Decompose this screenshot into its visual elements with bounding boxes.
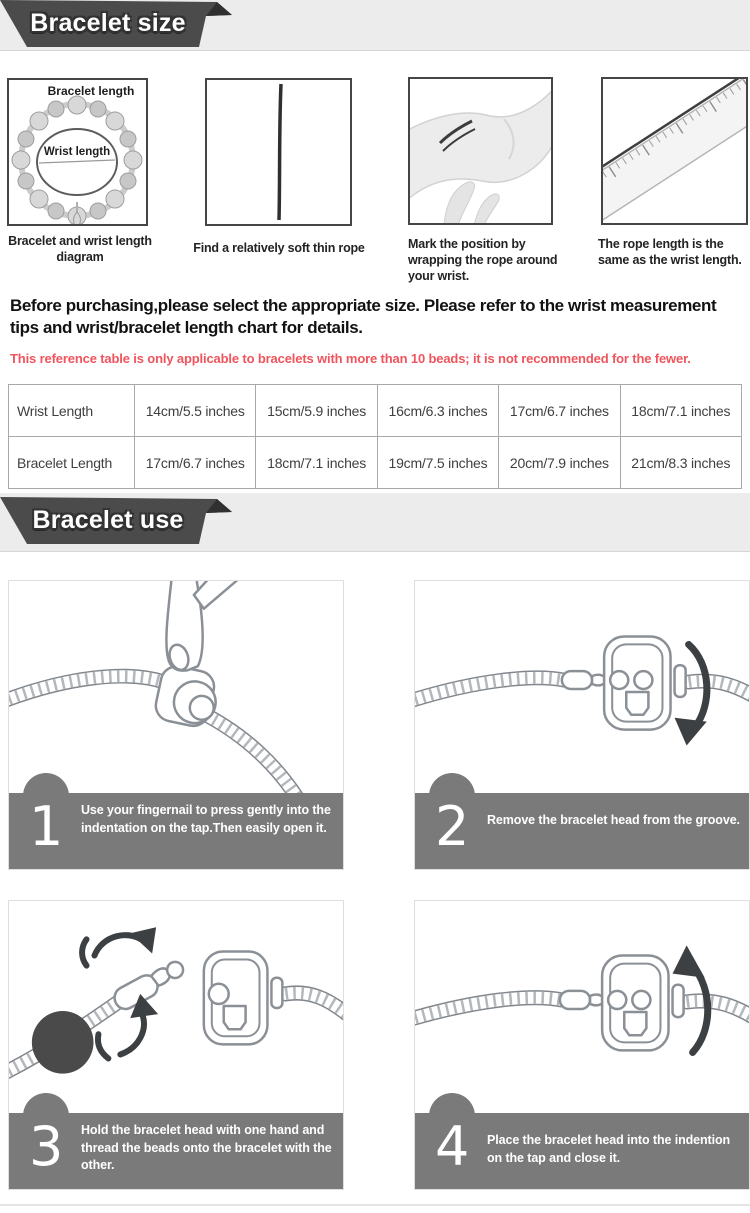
step-1-illustration [9, 581, 343, 793]
step-4-number: 4 [435, 1115, 470, 1178]
table-cell: 20cm/7.9 inches [499, 437, 620, 489]
measure-caption-3: Mark the position by wrapping the rope around your wrist. [408, 237, 558, 283]
measure-caption-1: Bracelet and wrist length diagram [8, 234, 152, 264]
table-cell: 21cm/8.3 inches [620, 437, 741, 489]
table-cell: 15cm/5.9 inches [256, 385, 377, 437]
bracelet-diagram-box [7, 78, 148, 226]
step-3-text: Hold the bracelet head with one hand and thread the beads onto the bracelet with the other. [81, 1123, 332, 1172]
table-row [9, 385, 742, 437]
size-table [8, 384, 742, 489]
close-clasp-illustration [415, 901, 749, 1113]
wrist-wrap-illustration [410, 79, 551, 223]
step-panel-2 [414, 580, 750, 870]
step-3-caption-bar [9, 1113, 343, 1189]
measure-caption-4: The rope length is the same as the wrist length. [598, 237, 742, 267]
wrist-wrap-box [408, 77, 553, 225]
step-panel-1 [8, 580, 344, 870]
table-row-label: Bracelet Length [9, 437, 135, 489]
thread-beads-illustration [9, 901, 343, 1113]
ruler-illustration [603, 79, 746, 223]
bottom-divider [0, 1204, 750, 1206]
step-panel-3 [8, 900, 344, 1190]
intro-paragraph: Before purchasing,please select the appropriate size. Please refer to the wrist measurement tips and wrist/bracelet length chart for details. [10, 296, 717, 337]
ruler-box [601, 77, 748, 225]
step-1-caption-bar [9, 793, 343, 869]
table-cell: 17cm/6.7 inches [135, 437, 256, 489]
size-section-banner [0, 0, 242, 52]
table-cell: 18cm/7.1 inches [620, 385, 741, 437]
size-banner-title: Bracelet size [30, 9, 186, 37]
press-clasp-illustration [9, 581, 343, 793]
step-1-text: Use your fingernail to press gently into the indentation on the tap.Then easily open it. [81, 803, 331, 835]
bracelet-length-label: Bracelet length [47, 84, 135, 98]
step-4-illustration [415, 901, 749, 1113]
step-3-number: 3 [29, 1115, 64, 1178]
table-cell: 17cm/6.7 inches [499, 385, 620, 437]
step-2-caption-bar [415, 793, 749, 869]
step-4-caption-bar [415, 1113, 749, 1189]
step-panel-4 [414, 900, 750, 1190]
step-2-number: 2 [435, 795, 470, 858]
table-cell: 19cm/7.5 inches [377, 437, 498, 489]
step-2-text: Remove the bracelet head from the groove. [487, 813, 740, 827]
step-2-illustration [415, 581, 749, 793]
step-4-text: Place the bracelet head into the indention on the tap and close it. [487, 1133, 731, 1165]
rope-box [205, 78, 352, 226]
rope-illustration [207, 80, 350, 224]
table-cell: 16cm/6.3 inches [377, 385, 498, 437]
remove-head-illustration [415, 581, 749, 793]
table-cell: 14cm/5.5 inches [135, 385, 256, 437]
use-banner-title: Bracelet use [32, 506, 184, 534]
use-section-banner [0, 497, 242, 549]
table-cell: 18cm/7.1 inches [256, 437, 377, 489]
step-3-illustration [9, 901, 343, 1113]
table-row-label: Wrist Length [9, 385, 135, 437]
measure-caption-2: Find a relatively soft thin rope [193, 241, 365, 255]
table-row [9, 437, 742, 489]
wrist-length-label: Wrist length [43, 146, 111, 158]
warning-text: This reference table is only applicable to bracelets with more than 10 beads; it is not recommended for the fewer. [10, 351, 691, 366]
step-1-number: 1 [29, 795, 64, 858]
